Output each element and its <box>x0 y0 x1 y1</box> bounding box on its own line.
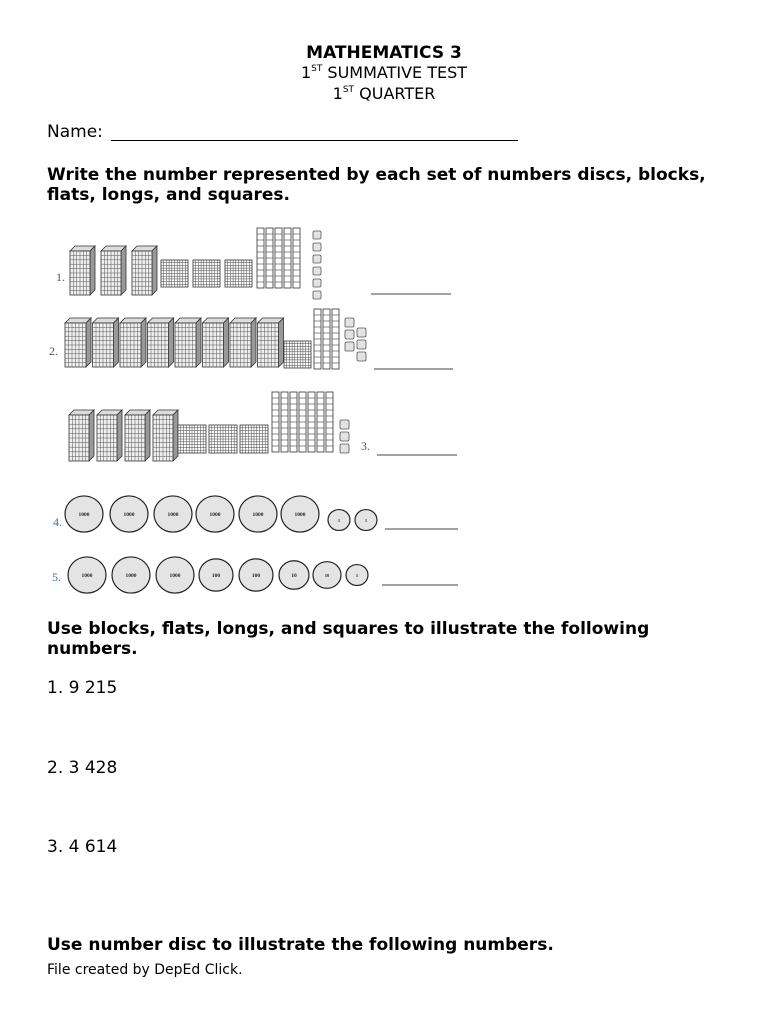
ten-long <box>281 392 288 452</box>
one-square <box>345 318 354 327</box>
ten-long <box>284 228 291 288</box>
quarter-ordinal-suffix: ST <box>342 85 355 95</box>
ten-long <box>257 228 264 288</box>
subtitle-ordinal-suffix: ST <box>311 64 323 74</box>
ten-long <box>299 392 306 452</box>
one-square <box>357 340 366 349</box>
ten-long <box>323 309 330 369</box>
ten-long <box>290 392 297 452</box>
disc-value: 100 <box>211 573 221 579</box>
one-square <box>313 267 321 275</box>
block-side <box>169 318 174 367</box>
ten-long <box>272 392 279 452</box>
one-square <box>340 432 349 441</box>
problem-number: 2. <box>49 344 58 358</box>
block-side <box>89 410 94 461</box>
one-square <box>313 291 321 299</box>
test-quarter <box>0 84 768 103</box>
ten-long <box>308 392 315 452</box>
disc-value: 1 <box>364 518 368 523</box>
ten-long <box>332 309 339 369</box>
thousand-block <box>65 318 91 367</box>
block-side <box>152 246 157 295</box>
disc-value: 10 <box>324 573 330 578</box>
disc-value: 10 <box>291 573 297 579</box>
one-square <box>345 330 354 339</box>
disc-value: 1 <box>337 518 341 523</box>
thousand-block <box>101 246 126 295</box>
section3-instruction: Use number disc to illustrate the following numbers. <box>47 935 554 955</box>
block-side <box>196 318 201 367</box>
disc-value: 1 <box>355 573 359 578</box>
item-1: 1. 9 215 <box>47 678 118 698</box>
thousand-block <box>97 410 122 461</box>
block-side <box>114 318 119 367</box>
name-label: Name: <box>47 122 103 142</box>
thousand-block <box>125 410 150 461</box>
thousand-block <box>175 318 201 367</box>
one-square <box>340 420 349 429</box>
section1-instruction: Write the number represented by each set of numbers discs, blocks, flats, longs, and squares. <box>47 165 706 205</box>
one-square <box>345 342 354 351</box>
block-side <box>141 318 146 367</box>
thousand-block <box>69 410 94 461</box>
disc-value: 100 <box>251 573 261 579</box>
ten-long <box>314 309 321 369</box>
block-side <box>145 410 150 461</box>
one-square <box>357 352 366 361</box>
problem-number: 4. <box>53 515 62 529</box>
hundred-flat <box>209 425 237 453</box>
thousand-block <box>93 318 119 367</box>
test-subtitle <box>0 63 768 82</box>
disc-value: 1000 <box>167 512 179 518</box>
disc-value: 1000 <box>125 573 137 579</box>
subtitle-text: SUMMATIVE TEST <box>322 63 468 82</box>
ten-long <box>293 228 300 288</box>
hundred-flat <box>193 260 220 287</box>
block-side <box>117 410 122 461</box>
subtitle-ordinal: 1 <box>300 63 312 82</box>
thousand-block <box>148 318 174 367</box>
item-2: 2. 3 428 <box>47 758 118 778</box>
hundred-flat <box>161 260 188 287</box>
disc-value: 1000 <box>294 512 306 518</box>
block-side <box>121 246 126 295</box>
block-side <box>86 318 91 367</box>
ten-long <box>266 228 273 288</box>
block-side <box>279 318 284 367</box>
test-title: MATHEMATICS 3 <box>306 43 462 63</box>
thousand-block <box>203 318 229 367</box>
problem-number: 1. <box>56 270 65 284</box>
disc-value: 1000 <box>209 512 221 518</box>
thousand-block <box>132 246 157 295</box>
block-side <box>173 410 178 461</box>
hundred-flat <box>225 260 252 287</box>
one-square <box>313 255 321 263</box>
disc-value: 1000 <box>169 573 181 579</box>
footer-credit: File created by DepEd Click. <box>47 962 243 978</box>
thousand-block <box>70 246 95 295</box>
ten-long <box>326 392 333 452</box>
disc-value: 1000 <box>81 573 93 579</box>
thousand-block <box>258 318 284 367</box>
block-side <box>251 318 256 367</box>
disc-value: 1000 <box>252 512 264 518</box>
thousand-block <box>120 318 146 367</box>
quarter-text: QUARTER <box>354 84 436 103</box>
place-value-figure <box>0 220 768 600</box>
block-side <box>90 246 95 295</box>
item-3: 3. 4 614 <box>47 837 118 857</box>
thousand-block <box>153 410 178 461</box>
disc-value: 1000 <box>123 512 135 518</box>
one-square <box>313 231 321 239</box>
quarter-ordinal: 1 <box>332 84 343 103</box>
name-field[interactable] <box>111 140 518 141</box>
ten-long <box>275 228 282 288</box>
block-side <box>224 318 229 367</box>
thousand-block <box>230 318 256 367</box>
hundred-flat <box>240 425 268 453</box>
section2-instruction: Use blocks, flats, longs, and squares to illustrate the following numbers. <box>47 619 650 659</box>
one-square <box>340 444 349 453</box>
one-square <box>313 243 321 251</box>
problem-number: 3. <box>361 439 370 453</box>
ten-long <box>317 392 324 452</box>
one-square <box>357 328 366 337</box>
hundred-flat <box>178 425 206 453</box>
one-square <box>313 279 321 287</box>
problem-number: 5. <box>52 570 61 584</box>
hundred-flat <box>284 341 311 368</box>
disc-value: 1000 <box>78 512 90 518</box>
